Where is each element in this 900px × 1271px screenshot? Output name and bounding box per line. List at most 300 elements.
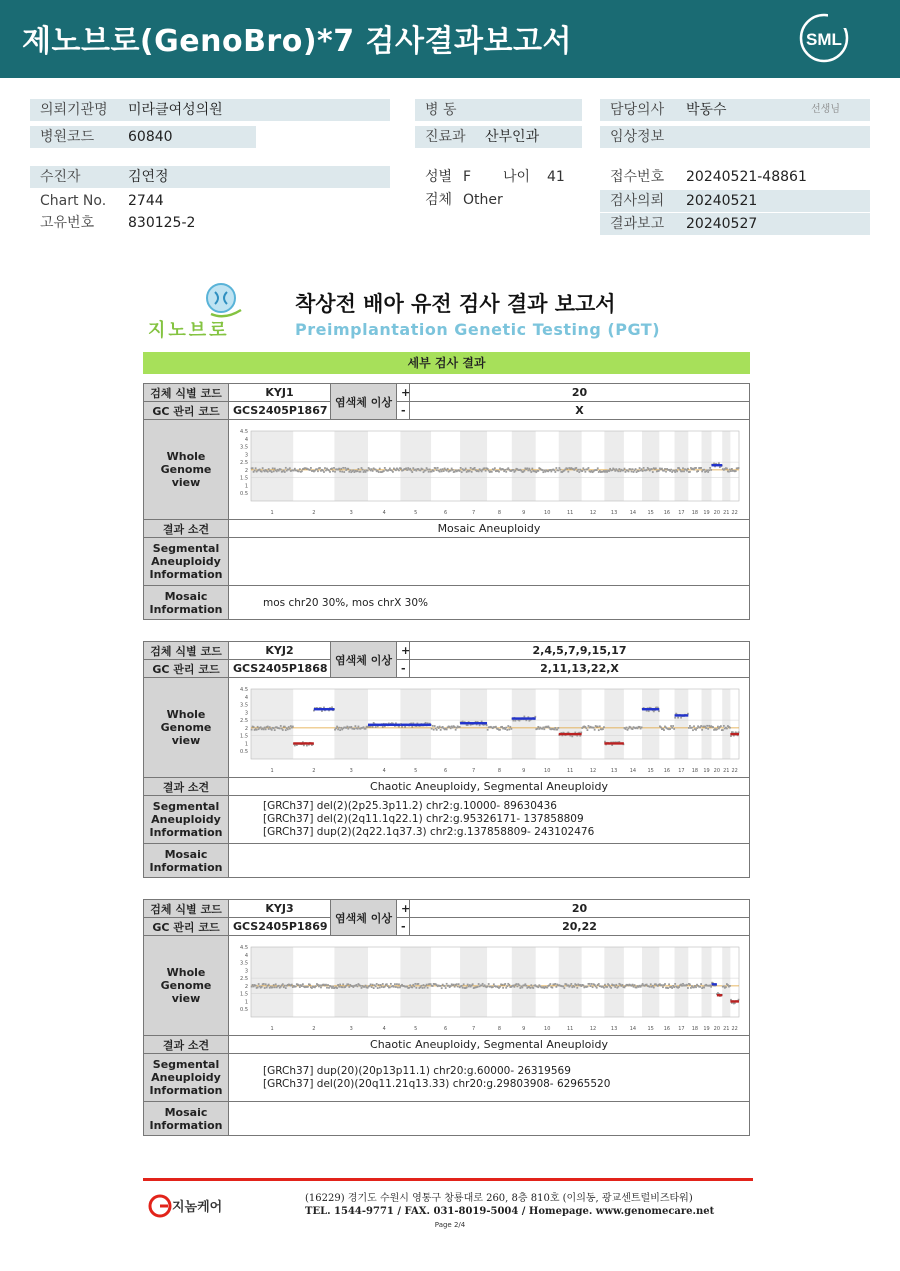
copy-number-point bbox=[284, 471, 286, 473]
chromosome-band bbox=[559, 431, 582, 501]
copy-number-point bbox=[516, 985, 518, 987]
sex-label: 성별 bbox=[425, 169, 453, 185]
chromosome-band bbox=[334, 947, 368, 1017]
mosaic-info bbox=[229, 1102, 750, 1136]
copy-number-point bbox=[273, 984, 275, 986]
copy-number-point bbox=[408, 986, 410, 988]
y-tick-label: 3 bbox=[244, 709, 248, 716]
copy-number-point bbox=[384, 985, 386, 987]
copy-number-point bbox=[530, 471, 532, 473]
copy-number-point bbox=[720, 725, 722, 727]
copy-number-point bbox=[696, 727, 698, 729]
copy-number-point bbox=[326, 986, 328, 988]
copy-number-point bbox=[459, 726, 461, 728]
copy-number-point bbox=[718, 462, 720, 464]
copy-number-point bbox=[664, 983, 666, 985]
copy-number-point bbox=[670, 725, 672, 727]
copy-number-point bbox=[389, 467, 391, 469]
svg-text:SML: SML bbox=[806, 30, 842, 49]
copy-number-point bbox=[421, 984, 423, 986]
x-tick-label: 4 bbox=[382, 767, 386, 774]
copy-number-point bbox=[677, 716, 679, 718]
x-tick-label: 2 bbox=[312, 509, 316, 516]
copy-number-point bbox=[410, 469, 412, 471]
cnv-segment bbox=[675, 714, 689, 716]
copy-number-point bbox=[641, 468, 643, 470]
x-tick-label: 8 bbox=[497, 1025, 502, 1032]
copy-number-point bbox=[682, 982, 684, 984]
copy-number-point bbox=[598, 983, 600, 985]
copy-number-point bbox=[506, 728, 508, 730]
copy-number-point bbox=[683, 470, 685, 472]
copy-number-point bbox=[487, 467, 489, 469]
copy-number-point bbox=[443, 470, 445, 472]
copy-number-point bbox=[467, 724, 469, 726]
copy-number-point bbox=[422, 987, 424, 989]
copy-number-point bbox=[426, 983, 428, 985]
copy-number-point bbox=[501, 983, 503, 985]
copy-number-point bbox=[284, 984, 286, 986]
x-tick-label: 13 bbox=[610, 767, 618, 774]
copy-number-point bbox=[440, 728, 442, 730]
copy-number-point bbox=[280, 468, 282, 470]
copy-number-point bbox=[726, 467, 728, 469]
x-tick-label: 11 bbox=[567, 509, 574, 516]
copy-number-point bbox=[307, 985, 309, 987]
unique-row: 고유번호 830125-2 bbox=[30, 212, 390, 234]
copy-number-point bbox=[674, 716, 676, 718]
copy-number-point bbox=[609, 467, 611, 469]
copy-number-point bbox=[357, 727, 359, 729]
copy-number-point bbox=[569, 984, 571, 986]
copy-number-point bbox=[688, 727, 690, 729]
copy-number-point bbox=[271, 728, 273, 730]
copy-number-point bbox=[689, 470, 691, 472]
copy-number-point bbox=[650, 983, 652, 985]
copy-number-point bbox=[301, 470, 303, 472]
copy-number-point bbox=[257, 986, 259, 988]
y-tick-label: 1.5 bbox=[240, 991, 248, 998]
copy-number-point bbox=[338, 726, 340, 728]
copy-number-point bbox=[723, 724, 725, 726]
copy-number-point bbox=[319, 984, 321, 986]
report-date-value: 20240527 bbox=[686, 216, 758, 232]
x-tick-label: 6 bbox=[443, 767, 448, 774]
copy-number-point bbox=[465, 467, 467, 469]
copy-number-point bbox=[411, 725, 413, 727]
x-tick-label: 17 bbox=[678, 1025, 685, 1032]
copy-number-point bbox=[354, 725, 356, 727]
x-tick-label: 20 bbox=[713, 767, 721, 774]
copy-number-point bbox=[342, 983, 344, 985]
y-tick-label: 4.5 bbox=[240, 686, 248, 693]
copy-number-point bbox=[362, 468, 364, 470]
copy-number-point bbox=[686, 469, 688, 471]
copy-number-point bbox=[289, 727, 291, 729]
y-tick-label: 2 bbox=[244, 983, 248, 990]
copy-number-point bbox=[339, 729, 341, 731]
cnv-segment bbox=[730, 732, 739, 734]
x-tick-label: 22 bbox=[731, 767, 738, 774]
x-tick-label: 17 bbox=[678, 509, 685, 516]
copy-number-point bbox=[697, 470, 699, 472]
copy-number-point bbox=[432, 985, 434, 987]
copy-number-point bbox=[660, 726, 662, 728]
cnv-segment bbox=[368, 723, 400, 725]
sample-id: KYJ3 bbox=[229, 900, 331, 918]
copy-number-point bbox=[695, 467, 697, 469]
copy-number-point bbox=[499, 985, 501, 987]
page-number: Page 2/4 bbox=[434, 1221, 466, 1229]
copy-number-point bbox=[482, 982, 484, 984]
chromosome-band bbox=[251, 947, 293, 1017]
cnv-segment bbox=[512, 717, 536, 719]
copy-number-point bbox=[263, 728, 265, 730]
copy-number-point bbox=[557, 469, 559, 471]
copy-number-point bbox=[491, 470, 493, 472]
copy-number-point bbox=[373, 987, 375, 989]
copy-number-point bbox=[338, 985, 340, 987]
copy-number-point bbox=[382, 983, 384, 985]
copy-number-point bbox=[379, 986, 381, 988]
copy-number-point bbox=[728, 470, 730, 472]
copy-number-point bbox=[325, 469, 327, 471]
copy-number-point bbox=[395, 469, 397, 471]
x-tick-label: 3 bbox=[349, 767, 353, 774]
copy-number-point bbox=[508, 728, 510, 730]
copy-number-point bbox=[632, 983, 634, 985]
x-tick-label: 12 bbox=[589, 1025, 597, 1032]
copy-number-point bbox=[665, 470, 667, 472]
copy-number-point bbox=[434, 725, 436, 727]
copy-number-point bbox=[504, 983, 506, 985]
patient-row: 수진자 김연정 bbox=[30, 166, 390, 188]
copy-number-point bbox=[695, 728, 697, 730]
x-tick-label: 14 bbox=[629, 509, 637, 516]
copy-number-point bbox=[699, 985, 701, 987]
copy-number-point bbox=[371, 986, 373, 988]
copy-number-point bbox=[324, 467, 326, 469]
chromosome-band bbox=[702, 689, 712, 759]
x-tick-label: 9 bbox=[522, 509, 526, 516]
hospital-code-value: 60840 bbox=[128, 129, 173, 145]
copy-number-point bbox=[272, 986, 274, 988]
copy-number-point bbox=[295, 985, 297, 987]
copy-number-point bbox=[558, 467, 560, 469]
copy-number-point bbox=[399, 986, 401, 988]
x-tick-label: 18 bbox=[691, 1025, 699, 1032]
copy-number-point bbox=[333, 467, 335, 469]
copy-number-point bbox=[255, 467, 257, 469]
copy-number-point bbox=[599, 725, 601, 727]
copy-number-point bbox=[602, 728, 604, 730]
copy-number-point bbox=[255, 984, 257, 986]
copy-number-point bbox=[334, 470, 336, 472]
copy-number-point bbox=[671, 726, 673, 728]
copy-number-point bbox=[583, 468, 585, 470]
copy-number-point bbox=[674, 471, 676, 473]
copy-number-point bbox=[372, 470, 374, 472]
copy-number-point bbox=[631, 470, 633, 472]
copy-number-point bbox=[442, 468, 444, 470]
x-tick-label: 21 bbox=[723, 509, 730, 516]
copy-number-point bbox=[285, 987, 287, 989]
x-tick-label: 22 bbox=[731, 509, 738, 516]
sample-table-2: 검체 식별 코드 KYJ2 염색체 이상 + 2,4,5,7,9,15,17 GC 관리 코드 GCS2405P1868 - 2,11,13,22,X Whole Genome view 4.5 4 3.5 3 2.5 2 1.5 1 0.5 1 2 3 4 5 6 7 8 9 10 11 12 13 14 15 16 17 18 19 20 21 22 결과 소견 Chaotic Aneuploidy, Segmental Aneuploidy Segmental Aneuploidy Information [GRCh37] del(2)(2p25.3p11.2) chr2:g.10000- 89630436 [GRCh37] del(2)(2q11.1q22.1) chr2:g.95326171- 137858809 [GRCh37] dup(2)(2q22.1q37.3) chr2:g.137858809- 243102476 Mosaic Information bbox=[143, 641, 750, 878]
y-tick-label: 2.5 bbox=[240, 975, 248, 982]
copy-number-point bbox=[272, 467, 274, 469]
gain-chromosomes: 20 bbox=[410, 900, 750, 918]
copy-number-point bbox=[332, 985, 334, 987]
copy-number-point bbox=[493, 983, 495, 985]
copy-number-point bbox=[382, 725, 384, 727]
copy-number-point bbox=[267, 725, 269, 727]
chart-row: Chart No. 2744 bbox=[30, 190, 390, 212]
copy-number-point bbox=[268, 728, 270, 730]
copy-number-point bbox=[414, 982, 416, 984]
copy-number-point bbox=[463, 983, 465, 985]
copy-number-point bbox=[658, 710, 660, 712]
age-value: 41 bbox=[547, 169, 565, 185]
copy-number-point bbox=[393, 985, 395, 987]
copy-number-point bbox=[492, 986, 494, 988]
copy-number-point bbox=[459, 470, 461, 472]
copy-number-point bbox=[585, 727, 587, 729]
copy-number-point bbox=[706, 724, 708, 726]
chromosome-band bbox=[334, 689, 368, 759]
report-title: 제노브로(GenoBro)*7 검사결과보고서 bbox=[22, 24, 572, 59]
copy-number-point bbox=[411, 986, 413, 988]
institution-value: 미라클여성의원 bbox=[128, 102, 223, 118]
sample-id: KYJ1 bbox=[229, 384, 331, 402]
copy-number-point bbox=[639, 467, 641, 469]
copy-number-point bbox=[546, 986, 548, 988]
y-tick-label: 4 bbox=[244, 436, 248, 443]
copy-number-point bbox=[635, 468, 637, 470]
copy-number-point bbox=[479, 724, 481, 726]
genome-view-chart bbox=[233, 423, 745, 517]
copy-number-point bbox=[265, 728, 267, 730]
copy-number-point bbox=[452, 469, 454, 471]
copy-number-point bbox=[405, 467, 407, 469]
copy-number-point bbox=[658, 469, 660, 471]
findings-value: Mosaic Aneuploidy bbox=[229, 520, 750, 538]
x-tick-label: 14 bbox=[629, 1025, 637, 1032]
copy-number-point bbox=[325, 983, 327, 985]
loss-chromosomes: 20,22 bbox=[410, 918, 750, 936]
y-tick-label: 1.5 bbox=[240, 733, 248, 740]
cnv-segment bbox=[642, 708, 659, 710]
x-tick-label: 9 bbox=[522, 1025, 526, 1032]
y-tick-label: 1 bbox=[244, 482, 248, 489]
copy-number-point bbox=[310, 467, 312, 469]
copy-number-point bbox=[598, 729, 600, 731]
copy-number-point bbox=[505, 470, 507, 472]
x-tick-label: 18 bbox=[691, 509, 699, 516]
x-tick-label: 11 bbox=[567, 767, 574, 774]
copy-number-point bbox=[604, 983, 606, 985]
copy-number-point bbox=[357, 985, 359, 987]
copy-number-point bbox=[378, 983, 380, 985]
x-tick-label: 5 bbox=[414, 509, 418, 516]
copy-number-point bbox=[618, 468, 620, 470]
chromosome-band bbox=[400, 431, 431, 501]
copy-number-point bbox=[641, 726, 643, 728]
cnv-segment bbox=[314, 708, 335, 710]
x-tick-label: 12 bbox=[589, 509, 597, 516]
copy-number-point bbox=[703, 468, 705, 470]
copy-number-point bbox=[341, 986, 343, 988]
copy-number-point bbox=[732, 731, 734, 733]
copy-number-point bbox=[384, 467, 386, 469]
chromosome-band bbox=[675, 947, 689, 1017]
copy-number-point bbox=[327, 984, 329, 986]
copy-number-point bbox=[461, 984, 463, 986]
segmental-info: [GRCh37] dup(20)(20p13p11.1) chr20:g.60000- 26319569 [GRCh37] del(20)(20q11.21q13.33) chr20:g.29803908- 62965520 bbox=[229, 1054, 750, 1102]
copy-number-point bbox=[288, 726, 290, 728]
y-tick-label: 2.5 bbox=[240, 717, 248, 724]
report-title-en: Preimplantation Genetic Testing (PGT) bbox=[295, 320, 661, 339]
copy-number-point bbox=[422, 468, 424, 470]
copy-number-point bbox=[521, 986, 523, 988]
copy-number-point bbox=[285, 466, 287, 468]
copy-number-point bbox=[380, 984, 382, 986]
chromosome-band bbox=[512, 947, 536, 1017]
copy-number-point bbox=[514, 469, 516, 471]
copy-number-point bbox=[563, 987, 565, 989]
copy-number-point bbox=[337, 728, 339, 730]
copy-number-point bbox=[529, 469, 531, 471]
copy-number-point bbox=[704, 725, 706, 727]
copy-number-point bbox=[379, 467, 381, 469]
copy-number-point bbox=[389, 986, 391, 988]
copy-number-point bbox=[555, 467, 557, 469]
copy-number-point bbox=[589, 982, 591, 984]
report-title-kr: 착상전 배아 유전 검사 결과 보고서 bbox=[295, 292, 616, 316]
specimen-value: Other bbox=[463, 192, 503, 208]
sample-table-1: 검체 식별 코드 KYJ1 염색체 이상 + 20 GC 관리 코드 GCS2405P1867 - X Whole Genome view 4.5 4 3.5 3 2.5 2 1.5 1 0.5 1 2 3 4 5 6 7 8 9 10 11 12 13 14 15 16 17 18 19 20 21 22 결과 소견 Mosaic Aneuploidy Segmental Aneuploidy Information Mosaic Information mos chr20 30%, mos chrX 30% bbox=[143, 383, 750, 620]
copy-number-point bbox=[388, 469, 390, 471]
copy-number-point bbox=[462, 986, 464, 988]
copy-number-point bbox=[424, 986, 426, 988]
copy-number-point bbox=[360, 984, 362, 986]
copy-number-point bbox=[506, 985, 508, 987]
copy-number-point bbox=[252, 467, 254, 469]
copy-number-point bbox=[257, 725, 259, 727]
copy-number-point bbox=[346, 725, 348, 727]
copy-number-point bbox=[331, 706, 333, 708]
copy-number-point bbox=[261, 470, 263, 472]
copy-number-point bbox=[729, 985, 731, 987]
y-tick-label: 3 bbox=[244, 967, 248, 974]
chromosome-band bbox=[460, 431, 487, 501]
copy-number-point bbox=[420, 469, 422, 471]
copy-number-point bbox=[428, 470, 430, 472]
doctor-suffix: 선생님 bbox=[811, 104, 840, 115]
x-tick-label: 6 bbox=[443, 509, 448, 516]
copy-number-point bbox=[549, 469, 551, 471]
y-tick-label: 2.5 bbox=[240, 459, 248, 466]
copy-number-point bbox=[701, 728, 703, 730]
copy-number-point bbox=[415, 986, 417, 988]
copy-number-point bbox=[439, 470, 441, 472]
copy-number-point bbox=[309, 983, 311, 985]
copy-number-point bbox=[708, 469, 710, 471]
copy-number-point bbox=[332, 470, 334, 472]
copy-number-point bbox=[253, 726, 255, 728]
copy-number-point bbox=[712, 726, 714, 728]
copy-number-point bbox=[632, 728, 634, 730]
copy-number-point bbox=[293, 469, 295, 471]
copy-number-point bbox=[670, 468, 672, 470]
copy-number-point bbox=[317, 470, 319, 472]
copy-number-point bbox=[537, 725, 539, 727]
pgt-report-heading bbox=[143, 280, 753, 340]
y-tick-label: 2 bbox=[244, 467, 248, 474]
copy-number-point bbox=[608, 470, 610, 472]
x-tick-label: 5 bbox=[414, 1025, 418, 1032]
copy-number-point bbox=[617, 470, 619, 472]
copy-number-point bbox=[628, 727, 630, 729]
copy-number-point bbox=[347, 467, 349, 469]
request-value: 20240521 bbox=[686, 193, 758, 209]
copy-number-point bbox=[613, 984, 615, 986]
gc-code: GCS2405P1869 bbox=[229, 918, 331, 936]
cnv-segment bbox=[460, 722, 487, 724]
x-tick-label: 5 bbox=[414, 767, 418, 774]
copy-number-point bbox=[554, 727, 556, 729]
copy-number-point bbox=[282, 729, 284, 731]
copy-number-point bbox=[730, 470, 732, 472]
ward-row: 병 동 bbox=[415, 99, 582, 121]
copy-number-point bbox=[446, 469, 448, 471]
copy-number-point bbox=[409, 984, 411, 986]
copy-number-point bbox=[394, 983, 396, 985]
copy-number-point bbox=[700, 467, 702, 469]
copy-number-point bbox=[322, 469, 324, 471]
copy-number-point bbox=[274, 467, 276, 469]
copy-number-point bbox=[525, 984, 527, 986]
chromosome-band bbox=[251, 431, 293, 501]
copy-number-point bbox=[282, 983, 284, 985]
copy-number-point bbox=[619, 470, 621, 472]
x-tick-label: 17 bbox=[678, 767, 685, 774]
copy-number-point bbox=[578, 471, 580, 473]
copy-number-point bbox=[664, 468, 666, 470]
copy-number-point bbox=[508, 983, 510, 985]
copy-number-point bbox=[470, 466, 472, 468]
copy-number-point bbox=[361, 987, 363, 989]
copy-number-point bbox=[423, 984, 425, 986]
gc-code: GCS2405P1868 bbox=[229, 660, 331, 678]
copy-number-point bbox=[662, 986, 664, 988]
copy-number-point bbox=[710, 985, 712, 987]
copy-number-point bbox=[292, 725, 294, 727]
copy-number-point bbox=[603, 986, 605, 988]
copy-number-point bbox=[526, 467, 528, 469]
genobro-logo-text: 지노브로 bbox=[148, 320, 230, 341]
copy-number-point bbox=[689, 983, 691, 985]
copy-number-point bbox=[316, 468, 318, 470]
cnv-segment bbox=[604, 742, 623, 744]
copy-number-point bbox=[469, 469, 471, 471]
copy-number-point bbox=[415, 469, 417, 471]
copy-number-point bbox=[630, 468, 632, 470]
copy-number-point bbox=[638, 470, 640, 472]
copy-number-point bbox=[444, 985, 446, 987]
copy-number-point bbox=[624, 467, 626, 469]
copy-number-point bbox=[523, 715, 525, 717]
